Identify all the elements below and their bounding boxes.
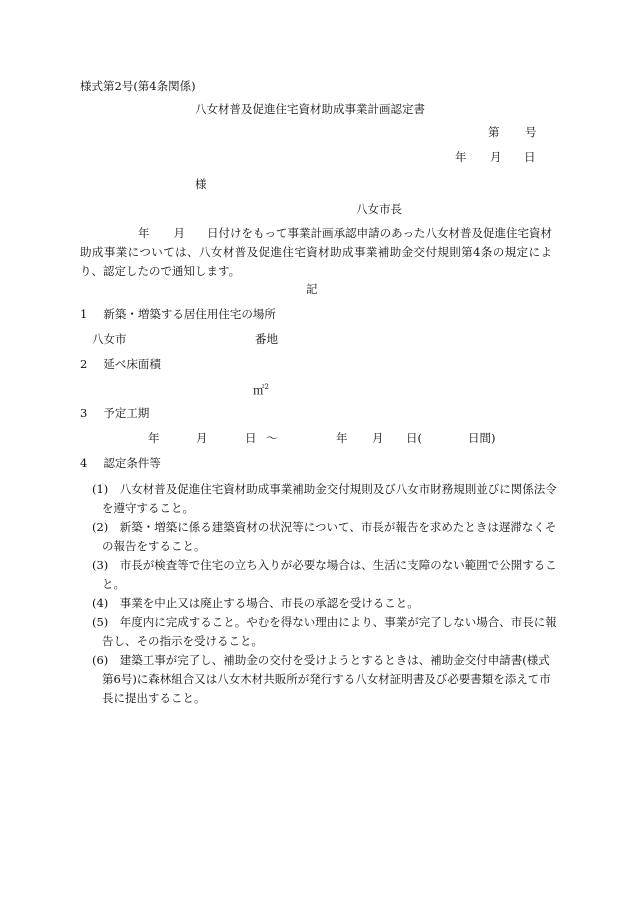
- addressee-sama: 様: [195, 177, 207, 191]
- form-label: 様式第2号(第4条関係): [80, 79, 196, 93]
- condition-3: (3) 市長が検査等で住宅の立ち入りが必要な場合は、生活に支障のない範囲で公開すること。: [92, 558, 557, 591]
- period-tilde: ～: [266, 431, 278, 445]
- date-month: 月: [490, 150, 502, 164]
- issuer: 八女市長: [356, 202, 402, 216]
- period-start-year: 年: [148, 431, 160, 445]
- doc-number-go: 号: [525, 125, 537, 139]
- date-day: 日: [524, 150, 536, 164]
- area-unit-sup: 2: [264, 383, 269, 391]
- area-unit: [253, 384, 269, 396]
- date-year: 年: [455, 150, 467, 164]
- location-banchi: 番地: [255, 332, 278, 346]
- item-label: 新築・増築する居住用住宅の場所: [103, 307, 276, 321]
- item-1: [80, 309, 276, 321]
- period-end-year: 年: [336, 431, 348, 445]
- period-start-day: 日: [245, 431, 257, 445]
- item-label: 予定工期: [103, 406, 150, 420]
- document-title: 八女材普及促進住宅資材助成事業計画認定書: [195, 102, 425, 116]
- intro-year: 年: [138, 226, 150, 240]
- intro-body: 日付けをもって事業計画承認申請のあった八女材普及促進住宅資材助成事業については、八女材普及促進住宅資材助成事業補助金交付規則第4条の規定により、認定したので通知します。: [80, 226, 553, 278]
- area-unit-text: ㎡: [253, 382, 265, 397]
- condition-5: (5) 年度内に完成すること。やむを得ない理由により、事業が完了しない場合、市長に報告し、その指示を受けること。: [92, 615, 557, 648]
- item-2: [80, 359, 161, 371]
- ki-heading: 記: [306, 282, 318, 296]
- item-label: 延べ床面積: [103, 357, 161, 371]
- item-label: 認定条件等: [103, 456, 161, 470]
- period-days: 日間): [468, 431, 496, 445]
- location-city: 八女市: [92, 332, 127, 346]
- period-end-day: 日(: [406, 431, 422, 445]
- item-number: 1: [80, 307, 88, 321]
- intro-month: 月: [173, 226, 186, 240]
- condition-4: (4) 事業を中止又は廃止する場合、市長の承認を受けること。: [92, 596, 419, 610]
- item-number: 3: [80, 406, 88, 420]
- condition-1: (1) 八女材普及促進住宅資材助成事業補助金交付規則及び八女市財務規則並びに関係法令を遵守すること。: [92, 482, 557, 515]
- doc-number-dai: 第: [488, 125, 500, 139]
- item-3: [80, 408, 149, 420]
- item-number: 4: [80, 456, 88, 470]
- item-number: 2: [80, 357, 88, 371]
- condition-2: (2) 新築・増築に係る建築資材の状況等について、市長が報告を求めたときは遅滞なくその報告をすること。: [92, 520, 557, 553]
- period-start-month: 月: [196, 431, 208, 445]
- condition-6: (6) 建築工事が完了し、補助金の交付を受けようとするときは、補助金交付申請書(様式第6号)に森林組合又は八女木材共販所が発行する八女材証明書及び必要書類を添えて市長に提出すること。: [92, 653, 551, 705]
- period-end-month: 月: [372, 431, 384, 445]
- intro-paragraph: [80, 224, 552, 281]
- item-4: [80, 458, 161, 470]
